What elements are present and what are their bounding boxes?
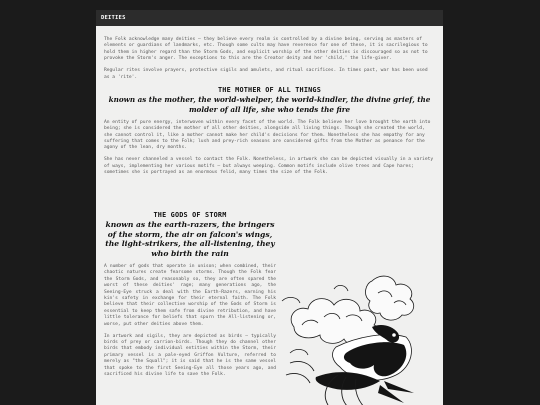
mother-paragraph-1: An entity of pure energy, interwoven within every facet of the world. The Folk believe her love brought the earth into being; she is considered the mother of all other deities, alongside all living things. Though she created the world, she cannot control it, like a mother cannot make her child's decisions for them. Nonetheless she has empathy for any suffering that comes to the Folk; lush and prey-rich seasons are considered gifts from the Mother as penance for the agony of the lean, dry months.: [104, 119, 431, 151]
storm-paragraph-1: A number of gods that operate in unison; when combined, their chaotic natures create fearsome storms. Though the Folk fear the Storm Gods, and reasonably so, they are often spared the worst of these deities' rage; many generations ago, the Seeing-Eye struck a deal with the Earth-Razers, earning his kin's safety in exchange for their eternal faith. The Folk believe that their collective worship of the Gods of Storm is essential to keep them safe from divine retribution, and have little tolerance for beliefs that spurn the All-listening or, worse, put other deities above them.: [104, 264, 276, 327]
mother-epithet: known as the mother, the world-whelper, the world-kindler, the divine grief, the molder of all life, she who tends the fire: [108, 95, 431, 114]
intro-paragraph-2: Regular rites involve prayers, protective sigils and amulets, and ritual sacrifices. In times past, war has been used as a 'rite'.: [104, 68, 428, 80]
storm-heading: THE GODS OF STORM: [153, 211, 227, 219]
window-title: DEITIES: [96, 10, 443, 26]
storm-epithet: known as the earth-razers, the bringers of the storm, the air on falcon's wings, the light-strikers, the all-listening, they who birth the rain: [105, 220, 275, 258]
storm-paragraph-2: In artwork and sigils, they are depicted as birds – typically birds of prey or carrion-birds. Though they do channel other birds that embody individual entities within the Storm, their primary vessel is a pale-eyed Griffon Vulture, referred to merely as "the Squall"; it is said that he is the same vessel that spoke to the first Seeing-Eye all those years ago, and sacrificed his divine life to save the Folk.: [104, 333, 276, 377]
document-content: [104, 37, 435, 377]
mother-paragraph-2: She has never channeled a vessel to contact the Folk. Nonetheless, in artwork she can be depicted visually in a variety of ways, implementing her various motifs – but always weeping. Common motifs include olive trees and Cape hares; sometimes she is portrayed as an enormous felid, many times the size of the Folk.: [104, 157, 434, 176]
storm-bird-illustration: [276, 267, 436, 405]
document-panel: [96, 10, 443, 405]
intro-paragraph-1: The Folk acknowledge many deities – they believe every realm is controlled by a divine being, serving as masters of elements or guardians of landmarks, etc. Though some cults may have reverence for one of these, it is sacrilegious to hold them in higher regard than the Storm Gods, and explicit worship of the other deities is discouraged so as not to provoke the Storm's anger. The exceptions to this are the Creator deity and her 'child,' the life-giver.: [104, 37, 428, 62]
storm-section: [104, 211, 276, 384]
mother-heading: THE MOTHER OF ALL THINGS: [217, 86, 321, 95]
